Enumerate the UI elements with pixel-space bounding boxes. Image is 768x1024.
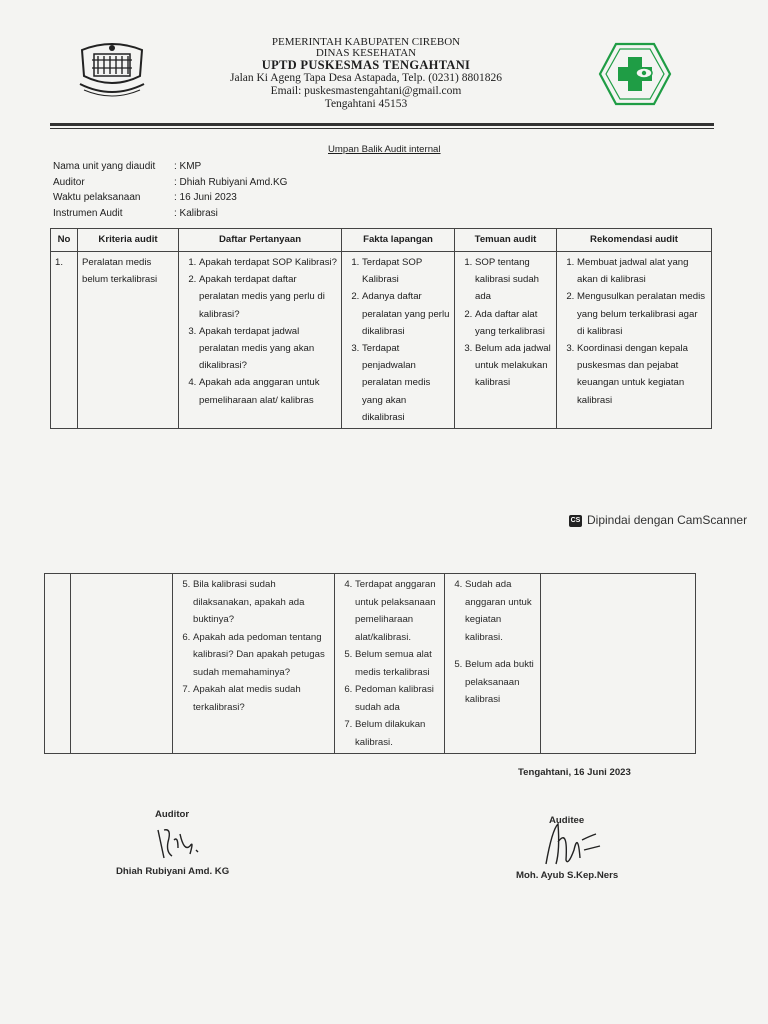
- list-item: 4. Sudah ada anggaran untuk kegiatan kalibrasi.: [465, 576, 536, 646]
- list-item: 7. Apakah alat medis sudah terkalibrasi?: [193, 681, 330, 716]
- cell-pertanyaan: [179, 252, 342, 429]
- header-rule-thick: [50, 123, 714, 126]
- list-item: 3. Apakah terdapat jadwal peralatan medis yang akan dikalibrasi?: [199, 323, 337, 375]
- audit-table: [50, 228, 712, 429]
- col-header-temuan: Temuan audit: [455, 229, 557, 252]
- list-item: 1. SOP tentang kalibrasi sudah ada: [475, 254, 552, 306]
- list-item: 5. Bila kalibrasi sudah dilaksanakan, apakah ada buktinya?: [193, 576, 330, 629]
- audit-info-row: [53, 175, 287, 191]
- col-header-rekomendasi: Rekomendasi audit: [557, 229, 712, 252]
- table-row: [51, 252, 712, 429]
- list-item: 3. Koordinasi dengan kepala puskesmas dan pejabat keuangan untuk kegiatan kalibrasi: [577, 340, 707, 409]
- header-address: Jalan Ki Ageng Tapa Desa Astapada, Telp. (0231) 8801826: [230, 72, 502, 84]
- col-header-kriteria: Kriteria audit: [78, 229, 179, 252]
- audit-info-row: [53, 206, 287, 222]
- list-item: 1. Apakah terdapat SOP Kalibrasi?: [199, 254, 337, 271]
- auditee-label: Auditee: [549, 815, 585, 826]
- list-item: 2. Ada daftar alat yang terkalibrasi: [475, 306, 552, 340]
- col-header-fakta: Fakta lapangan: [342, 229, 455, 252]
- list-item: 5. Belum semua alat medis terkalibrasi: [355, 646, 440, 681]
- col-header-pertanyaan: Daftar Pertanyaan: [179, 229, 342, 252]
- col-header-no: No: [51, 229, 78, 252]
- cell-fakta: [335, 574, 445, 754]
- header-government: PEMERINTAH KABUPATEN CIREBON: [271, 36, 461, 48]
- cell-rekomendasi: [541, 574, 696, 754]
- list-item: 6. Apakah ada pedoman tentang kalibrasi? Dan apakah petugas sudah memahaminya?: [193, 629, 330, 682]
- header-department: DINAS KESEHATAN: [315, 47, 417, 59]
- audit-info-value: : Dhiah Rubiyani Amd.KG: [174, 176, 288, 188]
- fakta-list: [346, 254, 450, 426]
- fakta-list: [339, 576, 440, 751]
- list-item: 3. Terdapat penjadwalan peralatan medis yang akan dikalibrasi: [362, 340, 450, 426]
- audit-info-label: Nama unit yang diaudit: [53, 161, 156, 172]
- audit-table-continued: [44, 573, 696, 754]
- cell-fakta: [342, 252, 455, 429]
- table-row: [45, 574, 696, 754]
- audit-info-row: [53, 190, 287, 206]
- list-item: 2. Adanya daftar peralatan yang perlu dikalibrasi: [362, 288, 450, 340]
- table-header-row: [51, 229, 712, 252]
- list-item: 4. Terdapat anggaran untuk pelaksanaan pemeliharaan alat/kalibrasi.: [355, 576, 440, 646]
- audit-info-label: Auditor: [53, 176, 85, 188]
- puskesmas-logo: [598, 42, 672, 106]
- cell-no: [45, 574, 71, 754]
- temuan-list: [449, 576, 536, 709]
- cell-no: 1.: [51, 252, 78, 429]
- list-item: 2. Mengusulkan peralatan medis yang belum terkalibrasi agar di kalibrasi: [577, 288, 707, 340]
- cell-temuan: [445, 574, 541, 754]
- rekomendasi-list: [561, 254, 707, 409]
- audit-info-label: Waktu pelaksanaan: [53, 192, 141, 203]
- header-postal: Tengahtani 45153: [324, 98, 408, 110]
- auditee-name: Moh. Ayub S.Kep.Ners: [516, 870, 619, 881]
- pertanyaan-list: [183, 254, 337, 409]
- list-item: 2. Apakah terdapat daftar peralatan medis yang perlu di kalibrasi?: [199, 271, 337, 323]
- header-institution: UPTD PUSKESMAS TENGAHTANI: [261, 58, 471, 72]
- temuan-list: [459, 254, 552, 392]
- cell-kriteria: [71, 574, 173, 754]
- document-title: Umpan Balik Audit internal: [328, 144, 441, 155]
- camscanner-watermark: Dipindai dengan CamScanner: [587, 513, 748, 527]
- cell-kriteria: Peralatan medis belum terkalibrasi: [78, 252, 179, 429]
- auditor-signature: [150, 822, 210, 864]
- list-item: 5. Belum ada bukti pelaksanaan kalibrasi: [465, 656, 536, 709]
- list-item: 3. Belum ada jadwal untuk melakukan kalibrasi: [475, 340, 552, 392]
- audit-info-value: : Kalibrasi: [174, 207, 218, 219]
- audit-info-value: : KMP: [174, 161, 202, 172]
- list-item: 6. Pedoman kalibrasi sudah ada: [355, 681, 440, 716]
- list-item: 7. Belum dilakukan kalibrasi.: [355, 716, 440, 751]
- auditor-label: Auditor: [155, 809, 190, 820]
- list-item: 1. Terdapat SOP Kalibrasi: [362, 254, 450, 288]
- header-rule-thin: [50, 128, 714, 129]
- auditor-name: Dhiah Rubiyani Amd. KG: [116, 866, 230, 877]
- audit-info-row: [53, 159, 287, 175]
- list-item: 4. Apakah ada anggaran untuk pemeliharaan alat/ kalibras: [199, 374, 337, 408]
- cell-pertanyaan: [173, 574, 335, 754]
- audit-info-label: Instrumen Audit: [53, 207, 123, 219]
- regency-emblem-logo: [74, 40, 150, 104]
- cell-temuan: [455, 252, 557, 429]
- audit-info-value: : 16 Juni 2023: [174, 192, 237, 203]
- signing-date: Tengahtani, 16 Juni 2023: [518, 767, 631, 778]
- auditee-signature: [538, 820, 604, 870]
- header-email: Email: puskesmastengahtani@gmail.com: [270, 85, 462, 97]
- cell-rekomendasi: [557, 252, 712, 429]
- audit-info: [53, 159, 287, 221]
- camscanner-icon: CS: [569, 515, 582, 527]
- list-item: 1. Membuat jadwal alat yang akan di kalibrasi: [577, 254, 707, 288]
- pertanyaan-list: [177, 576, 330, 716]
